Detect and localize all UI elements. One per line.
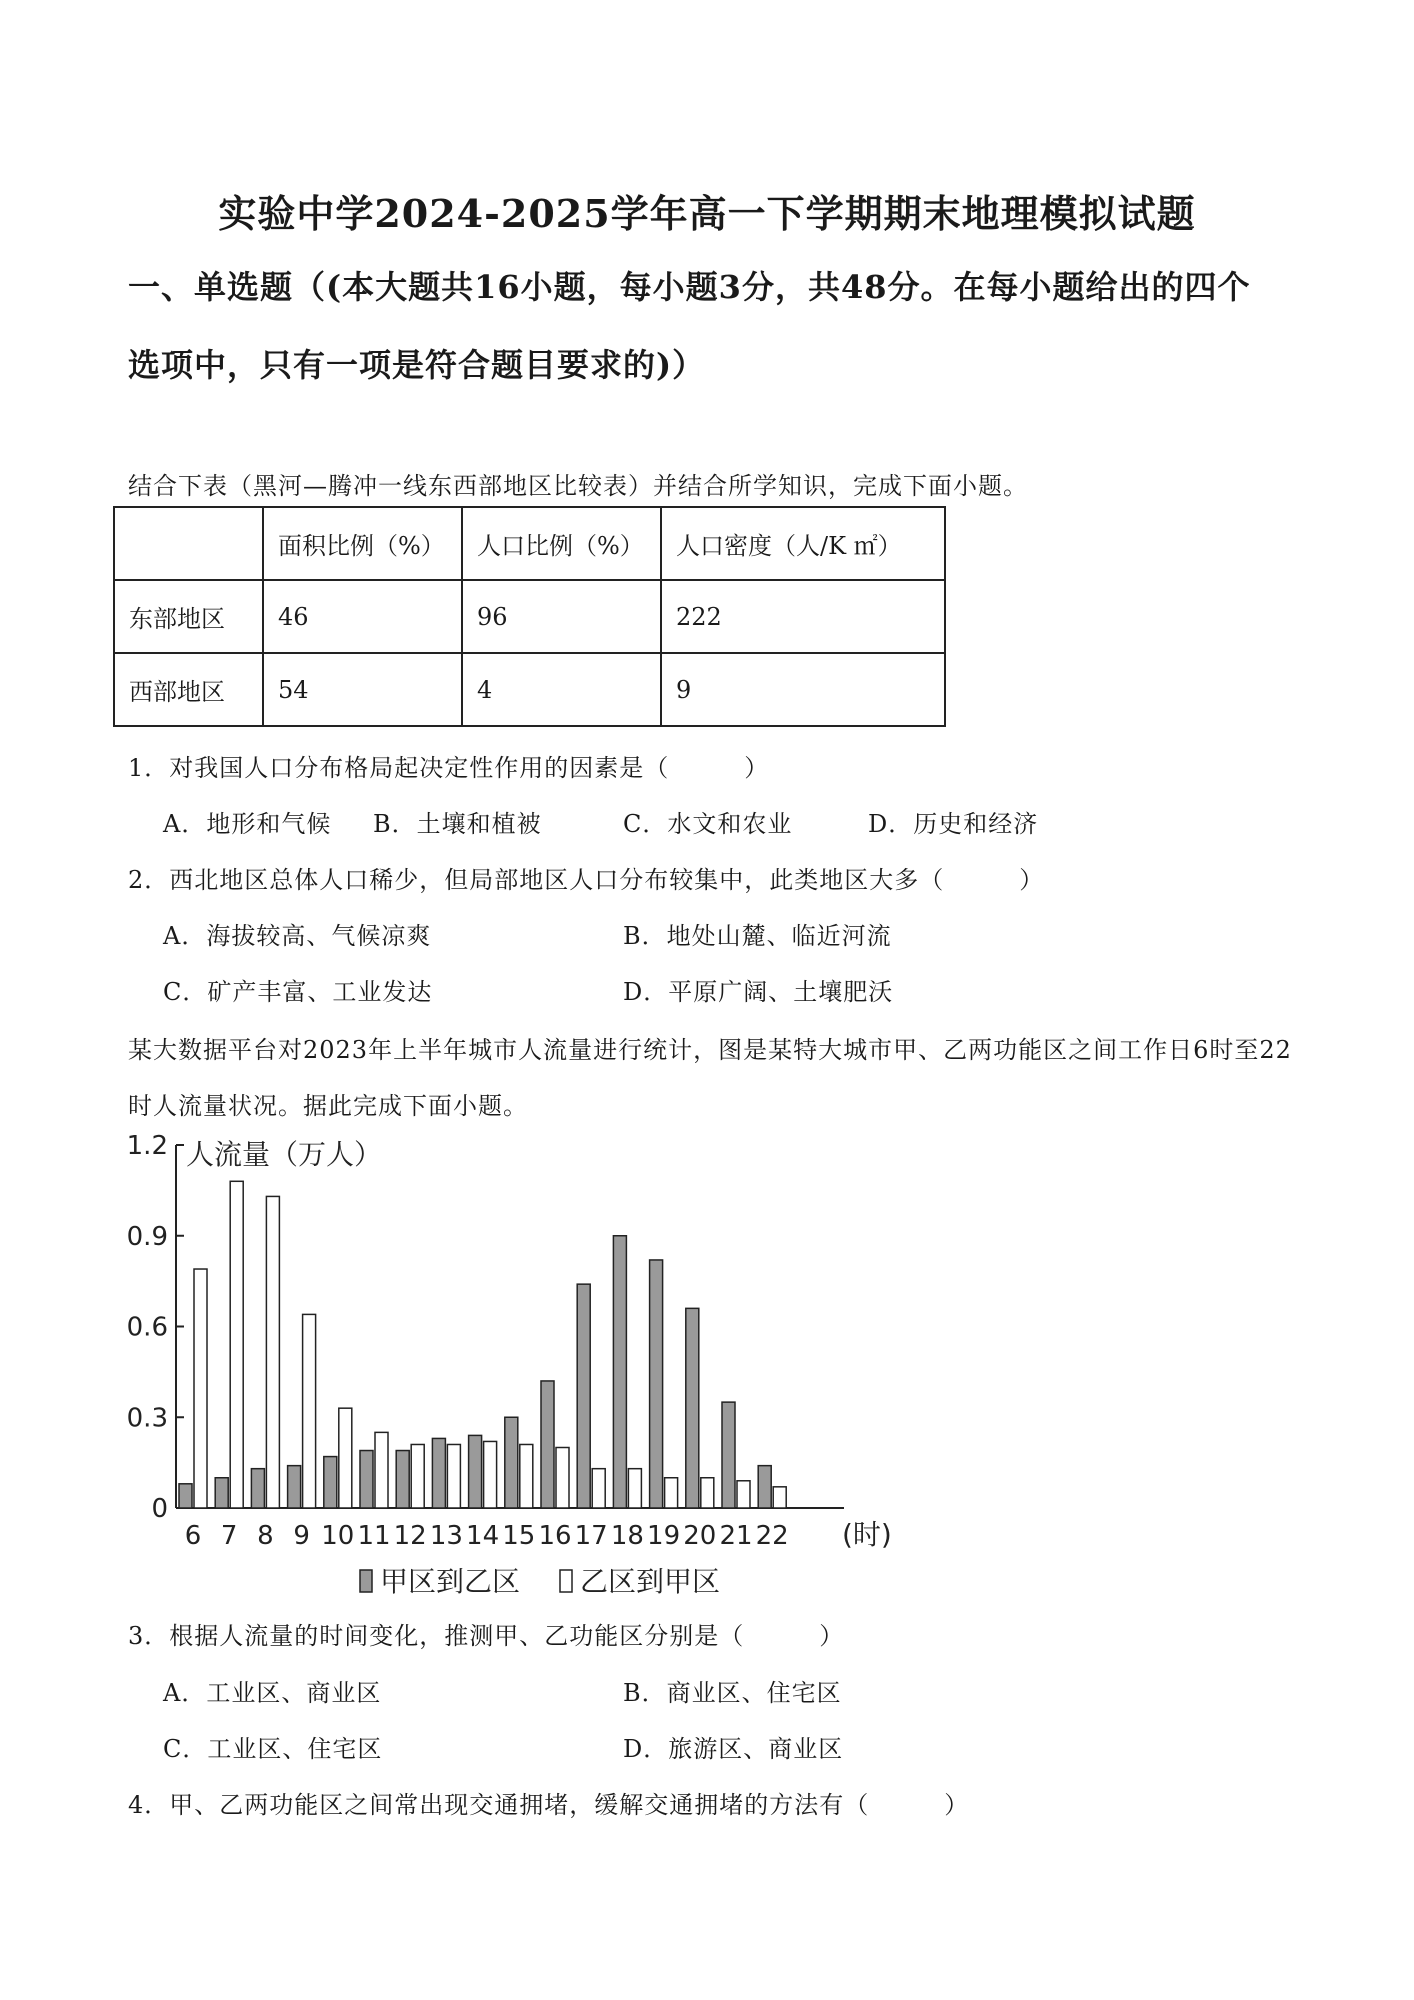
y-tick-label: 0: [151, 1494, 168, 1524]
intro-chart-line1: 某大数据平台对2023年上半年城市人流量进行统计，图是某特大城市甲、乙两功能区之间工作日6时至22: [128, 1036, 1292, 1064]
bar-jia-to-yi: [650, 1260, 663, 1508]
bar-jia-to-yi: [758, 1466, 771, 1508]
bar-jia-to-yi: [215, 1478, 228, 1508]
question-3-option-b: B．商业区、住宅区: [623, 1679, 842, 1707]
y-axis-label: 人流量（万人）: [186, 1138, 383, 1171]
bar-yi-to-jia: [628, 1469, 641, 1508]
chart-bars: [179, 1181, 786, 1508]
x-tick-labels: [185, 1521, 789, 1551]
bar-yi-to-jia: [737, 1481, 750, 1508]
legend-swatch-jia-to-yi: [360, 1570, 372, 1592]
legend-label-jia-to-yi: 甲区到乙区: [380, 1565, 521, 1598]
question-2-option-b: B．地处山麓、临近河流: [623, 922, 892, 950]
table-header-cell: 面积比例（%）: [263, 507, 462, 580]
x-tick-label: 8: [257, 1521, 274, 1551]
question-2-stem: 2．西北地区总体人口稀少，但局部地区人口分布较集中，此类地区大多（ ）: [128, 866, 1045, 894]
bar-jia-to-yi: [432, 1438, 445, 1508]
y-tick-label: 0.9: [126, 1221, 168, 1252]
intro-table: 结合下表（黑河—腾冲一线东西部地区比较表）并结合所学知识，完成下面小题。: [128, 472, 1028, 500]
bar-yi-to-jia: [773, 1487, 786, 1508]
table-header-cell: 人口比例（%）: [462, 507, 661, 580]
x-tick-label: 13: [429, 1521, 463, 1551]
pedestrian-flow-chart: [120, 1130, 920, 1610]
bar-jia-to-yi: [251, 1469, 264, 1508]
x-tick-label: 18: [610, 1521, 644, 1551]
question-2-option-c: C．矿产丰富、工业发达: [163, 978, 433, 1006]
x-tick-label: 10: [321, 1521, 355, 1551]
bar-jia-to-yi: [505, 1417, 518, 1508]
y-tick-label: 1.2: [126, 1131, 168, 1161]
x-tick-label: 15: [502, 1521, 536, 1551]
y-tick-label: 0.3: [126, 1403, 168, 1434]
bar-jia-to-yi: [360, 1451, 373, 1508]
x-tick-label: 17: [574, 1521, 608, 1551]
table-header-cell: 人口密度（人/K ㎡）: [661, 507, 945, 580]
intro-chart-line2: 时人流量状况。据此完成下面小题。: [128, 1092, 528, 1120]
comparison-table: [113, 506, 946, 727]
table-cell: 4: [462, 653, 661, 726]
table-cell: 96: [462, 580, 661, 653]
x-tick-label: 19: [647, 1521, 681, 1551]
bar-yi-to-jia: [266, 1196, 279, 1508]
x-tick-label: 16: [538, 1521, 572, 1551]
bar-jia-to-yi: [324, 1457, 337, 1508]
table-cell: 西部地区: [114, 653, 263, 726]
x-tick-label: 9: [293, 1521, 310, 1551]
bar-yi-to-jia: [375, 1432, 388, 1508]
x-tick-label: 14: [466, 1521, 500, 1551]
x-tick-label: 21: [719, 1521, 753, 1551]
question-2-option-a: A．海拔较高、气候凉爽: [163, 922, 432, 950]
question-1-option-b: B．土壤和植被: [373, 810, 542, 838]
legend-label-yi-to-jia: 乙区到甲区: [580, 1565, 721, 1598]
table-cell: 9: [661, 653, 945, 726]
bar-yi-to-jia: [411, 1444, 424, 1508]
bar-jia-to-yi: [179, 1484, 192, 1508]
chart-legend: [360, 1565, 720, 1598]
x-tick-label: 11: [357, 1521, 391, 1551]
x-tick-label: 22: [755, 1521, 789, 1551]
legend-swatch-yi-to-jia: [560, 1570, 572, 1592]
section-heading-line2: 选项中，只有一项是符合题目要求的)）: [128, 346, 706, 384]
table-row: [114, 653, 945, 726]
bar-yi-to-jia: [230, 1181, 243, 1508]
question-3-stem: 3．根据人流量的时间变化，推测甲、乙功能区分别是（ ）: [128, 1622, 845, 1650]
bar-yi-to-jia: [556, 1448, 569, 1509]
section-heading-line1: 一、单选题（(本大题共16小题，每小题3分，共48分。在每小题给出的四个: [128, 268, 1251, 306]
bar-jia-to-yi: [613, 1236, 626, 1508]
table-cell: 46: [263, 580, 462, 653]
table-cell: 东部地区: [114, 580, 263, 653]
question-2-option-d: D．平原广阔、土壤肥沃: [623, 978, 894, 1006]
bar-yi-to-jia: [520, 1444, 533, 1508]
bar-yi-to-jia: [665, 1478, 678, 1508]
bar-jia-to-yi: [288, 1466, 301, 1508]
bar-jia-to-yi: [469, 1435, 482, 1508]
question-4-stem: 4．甲、乙两功能区之间常出现交通拥堵，缓解交通拥堵的方法有（ ）: [128, 1791, 970, 1819]
question-1-option-c: C．水文和农业: [623, 810, 793, 838]
bar-yi-to-jia: [592, 1469, 605, 1508]
bar-jia-to-yi: [577, 1284, 590, 1508]
question-1-option-a: A．地形和气候: [163, 810, 332, 838]
y-tick-label: 0.6: [126, 1312, 168, 1343]
bar-yi-to-jia: [339, 1408, 352, 1508]
bar-jia-to-yi: [686, 1308, 699, 1508]
bar-yi-to-jia: [303, 1314, 316, 1508]
bar-yi-to-jia: [484, 1441, 497, 1508]
question-1-stem: 1．对我国人口分布格局起决定性作用的因素是（ ）: [128, 754, 770, 782]
x-axis-unit: (时): [842, 1518, 892, 1551]
bar-jia-to-yi: [541, 1381, 554, 1508]
bar-jia-to-yi: [722, 1402, 735, 1508]
question-1-option-d: D．历史和经济: [868, 810, 1039, 838]
bar-yi-to-jia: [701, 1478, 714, 1508]
x-tick-label: 6: [184, 1521, 202, 1551]
bar-jia-to-yi: [396, 1451, 409, 1508]
x-tick-label: 20: [683, 1521, 717, 1551]
question-3-option-c: C．工业区、住宅区: [163, 1735, 383, 1763]
bar-yi-to-jia: [447, 1444, 460, 1508]
table-row: [114, 580, 945, 653]
exam-title: 实验中学2024-2025学年高一下学期期末地理模拟试题: [218, 191, 1196, 236]
table-cell: 54: [263, 653, 462, 726]
table-header-row: [114, 507, 945, 580]
table-header-cell: [114, 507, 263, 580]
table-cell: 222: [661, 580, 945, 653]
x-tick-label: 12: [393, 1521, 427, 1551]
bar-yi-to-jia: [194, 1269, 207, 1508]
x-tick-label: 7: [220, 1521, 238, 1551]
question-3-option-a: A．工业区、商业区: [163, 1679, 382, 1707]
question-3-option-d: D．旅游区、商业区: [623, 1735, 844, 1763]
